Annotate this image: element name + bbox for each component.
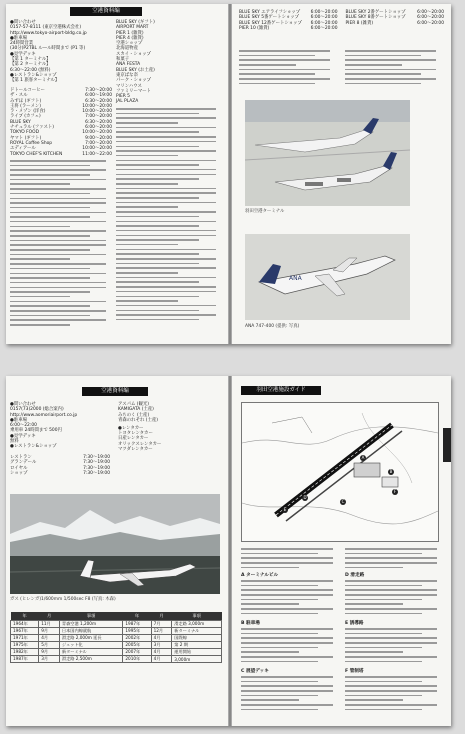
- shop-hours: 7:30〜19:00: [83, 460, 110, 466]
- guide-item: [241, 572, 337, 618]
- shop-hours: 6:30〜20:00: [85, 98, 112, 104]
- history-cell: 1987年: [11, 656, 39, 663]
- info-title: ●問い合わせ: [10, 20, 36, 25]
- bottom-middle-list: [118, 402, 222, 423]
- top-middle-text-block: [116, 108, 220, 324]
- rental-title: ●レンタカー: [118, 426, 144, 431]
- history-header-cell: 月: [151, 612, 172, 621]
- history-header-cell: 事項: [172, 612, 222, 621]
- info-line: 0157(73)2000 (総合案内): [10, 407, 64, 413]
- bottom-photo-caption: ガス (ヒレンガ)1/600mm 1/500sec F8 (写真: 木森): [10, 597, 116, 602]
- history-row: [11, 635, 222, 642]
- map-marker-b: B: [389, 469, 393, 474]
- history-body: [11, 621, 222, 663]
- right-list-name: BLUE SKY 2番ゲートショップ: [345, 10, 406, 15]
- history-cell: 11月: [39, 621, 60, 628]
- map-marker-d: D: [303, 495, 307, 500]
- history-row: [11, 621, 222, 628]
- top-left-banner: 空港資料編: [70, 7, 142, 16]
- guide-item-text: [241, 676, 337, 710]
- guide-item-title: B 駐車場: [241, 621, 260, 626]
- shop-name: ナチュラル (ファスト): [10, 125, 54, 131]
- top-book-spread: [6, 4, 451, 344]
- right-list-hours: 6:00〜20:00: [310, 10, 338, 15]
- shop-hours: 10:00〜20:00: [82, 109, 112, 115]
- shop-hours: 7:00〜20:00: [85, 140, 112, 146]
- deck-line: 【第 1 ターミナル】: [10, 57, 51, 63]
- history-cell: 日本国内線就航: [59, 628, 123, 635]
- top-right-list: [239, 10, 444, 31]
- top-left-text-block: [10, 160, 110, 329]
- map-marker-f: F: [393, 489, 397, 494]
- shop-name: ライブ (カフェ): [10, 114, 41, 120]
- shops-title: ●レストラン&ショップ: [10, 444, 57, 450]
- rental-item: マツダレンタカー: [118, 446, 153, 452]
- history-cell: 2002年: [123, 635, 151, 642]
- shop-name: レストラン: [10, 455, 32, 460]
- middle-list-item: マリンハウス: [116, 83, 142, 89]
- svg-text:ANA: ANA: [289, 275, 302, 282]
- history-header-cell: 年: [123, 612, 151, 621]
- middle-list-item: 和菓子: [116, 57, 130, 63]
- history-cell: 2007年: [123, 649, 151, 656]
- deck-line: 【第 2 ターミナル】: [10, 62, 51, 68]
- history-table: [10, 612, 222, 663]
- history-header-cell: 年: [11, 612, 39, 621]
- airport-tarmac-photo: [245, 100, 410, 206]
- history-cell: 4月: [39, 635, 60, 642]
- middle-list-item: ファミリーマート: [116, 88, 152, 94]
- shop-name: TOKYO FOOD: [10, 130, 39, 136]
- rental-item: オリックスレンタカー: [118, 441, 162, 447]
- bottom-right-banner: 羽田空港施設ガイド: [241, 386, 321, 395]
- shop-hours: 6:30〜20:00: [85, 119, 112, 125]
- guide-item: [345, 668, 441, 714]
- right-list-row: [239, 26, 338, 31]
- shop-hours: 9:00〜20:00: [85, 135, 112, 141]
- history-cell: 12月: [151, 628, 172, 635]
- history-cell: 4月: [151, 656, 172, 663]
- shops-title: ●レストラン&ショップ: [10, 72, 57, 78]
- history-cell: 1964年: [11, 621, 39, 628]
- top-right-text-b: [345, 50, 440, 88]
- right-list-name: BLUE SKY 5番ゲートショップ: [239, 15, 300, 21]
- middle-list-item: 空港ショップ: [116, 41, 143, 47]
- ana-747-photo: [245, 234, 410, 320]
- history-cell: 1975年: [11, 642, 39, 649]
- history-cell: 4月: [151, 649, 172, 656]
- middle-list-item: ANA FESTA: [116, 62, 141, 68]
- shop-hours: 10:00〜20:00: [82, 103, 112, 109]
- history-cell: 1971年: [11, 635, 39, 642]
- photo-caption-1: 羽田空港ターミナル: [245, 209, 285, 214]
- shop-hours: 6:00〜19:00: [85, 93, 112, 99]
- shop-name: ロイヤル: [10, 465, 28, 471]
- history-cell: 3月: [39, 656, 60, 663]
- right-list-hours: 6:00〜20:00: [310, 25, 338, 31]
- middle-list-item: みちのく (土産): [118, 412, 150, 418]
- history-cell: 5月: [39, 642, 60, 649]
- shop-hours: 7:30〜19:00: [83, 470, 110, 476]
- parking-line: 24時間営業: [10, 41, 34, 47]
- info-title: ●問い合わせ: [10, 402, 36, 407]
- history-cell: 新ターミナル: [59, 649, 123, 656]
- history-cell: 2005年: [123, 642, 151, 649]
- middle-list-item: スカイ・ショップ: [116, 51, 151, 57]
- parking-line: (30分)P2TBL ル—ル時間まで (P1 等): [10, 46, 86, 52]
- shop-name: BLUE SKY: [10, 119, 31, 125]
- rental-item: 日産レンタカー: [118, 436, 149, 442]
- shop-hours: 10:00〜20:00: [82, 146, 112, 152]
- right-list-name: BLUE SKY エアライフショップ: [239, 10, 301, 15]
- bottom-book-spread: [6, 376, 451, 726]
- right-list-row: [346, 21, 445, 26]
- history-header-row: [11, 612, 222, 621]
- history-cell: 滑走路 2,000m 延長: [59, 635, 123, 642]
- guide-item-title: D 滑走路: [345, 573, 365, 578]
- history-cell: 1982年: [11, 649, 39, 656]
- history-cell: 7月: [151, 621, 172, 628]
- bottom-right-page: [233, 376, 451, 726]
- history-cell: 運用開始: [172, 649, 222, 656]
- guide-item: [345, 620, 441, 666]
- guide-item-text: [345, 676, 441, 710]
- middle-list-item: AIRPORT MART: [116, 25, 149, 31]
- info-line: http://www.tokyo-airport-bldg.co.jp: [10, 30, 87, 36]
- middle-list-item: 青森のれそれ (土産): [118, 417, 158, 423]
- history-cell: ジェット化: [59, 642, 123, 649]
- guide-item-title: E 誘導路: [345, 621, 364, 626]
- history-row: [11, 628, 222, 635]
- guide-item-title: A ターミナルビル: [241, 573, 279, 578]
- guide-item-title: F 管制塔: [345, 669, 364, 674]
- history-cell: 1987年: [123, 621, 151, 628]
- right-list-name: BLUE SKY 8番ゲートショップ: [345, 15, 406, 21]
- right-list-hours: 6:00〜20:00: [417, 15, 444, 21]
- right-list-hours: 6:00〜20:00: [417, 20, 444, 26]
- history-cell: 4月: [151, 635, 172, 642]
- bottom-left-page: [6, 376, 224, 726]
- middle-list-item: PIER 1 (雑貨): [116, 30, 144, 36]
- right-list-name: PIER 8 (雑貨): [345, 20, 374, 26]
- top-left-info-column: [10, 20, 87, 84]
- history-cell: 2010年: [123, 656, 151, 663]
- history-cell: 3月: [151, 642, 172, 649]
- middle-list-item: BLUE SKY (ギフト): [116, 20, 155, 25]
- middle-list-item: BLUE SKY (お土産): [116, 67, 155, 73]
- guide-item: [241, 668, 337, 714]
- shop-name: TOKYO CHEF'S KITCHEN: [10, 151, 63, 157]
- right-list-name: PIER 10 (雑貨): [239, 25, 270, 31]
- right-list-hours: 6:00〜20:00: [310, 15, 338, 21]
- shop-hours: 7:30〜20:00: [85, 88, 112, 93]
- history-header-cell: 月: [39, 612, 60, 621]
- section-index-tab: [443, 428, 451, 462]
- shop-row: [10, 152, 112, 157]
- guide-item: [241, 620, 337, 666]
- guide-item: [345, 572, 441, 618]
- history-cell: 3,000m: [172, 656, 222, 663]
- bottom-rental-list: [118, 431, 222, 452]
- guide-item-text: [241, 628, 337, 662]
- history-row: [11, 649, 222, 656]
- shop-name: エディアール: [10, 146, 36, 152]
- shop-hours: 7:30〜19:00: [83, 465, 110, 471]
- middle-list-item: KAMIGATA (土産): [118, 407, 154, 413]
- bottom-left-banner: 空港資料編: [82, 387, 148, 396]
- shop-hours: 6:00〜20:00: [85, 125, 112, 131]
- shops-subtitle: 【第 1 旅客ターミナル】: [10, 78, 60, 84]
- top-right-page: [233, 4, 451, 344]
- shop-hours: 10:00〜20:00: [82, 130, 112, 136]
- deck-line: 6:30〜22:00 (無料): [10, 67, 51, 73]
- mountain-aircraft-photo: [10, 494, 220, 594]
- history-row: [11, 656, 222, 663]
- middle-list-item: パーク・ショップ: [116, 78, 152, 84]
- middle-list-item: 北海道物産: [116, 46, 138, 52]
- shop-hours: 7:30〜19:00: [83, 455, 110, 460]
- map-marker-a: A: [361, 455, 365, 460]
- top-middle-list: [116, 20, 220, 105]
- guide-item-text: [241, 580, 337, 614]
- rental-item: トヨタレンタカー: [118, 431, 153, 436]
- deck-title: ●見学デッキ: [10, 433, 36, 439]
- map-marker-e: E: [283, 507, 287, 512]
- deck-line: 無料: [10, 439, 19, 445]
- parking-line: 乗用車 24時間まで 500円: [10, 428, 62, 434]
- top-gutter: [228, 4, 232, 344]
- history-cell: 1995年: [123, 628, 151, 635]
- info-line: 0157-57-8111 (東京空港株式会社): [10, 25, 82, 31]
- bottom-shop-list: [10, 455, 110, 476]
- shop-name: ヤマト (ギフト): [10, 135, 42, 141]
- guide-intro-left: [241, 548, 337, 571]
- top-right-text-a: [239, 50, 334, 88]
- shop-name: ROYAL Coffee Shop: [10, 140, 53, 146]
- history-cell: 9月: [39, 649, 60, 656]
- parking-title: ●駐車場: [10, 35, 28, 41]
- map-marker-c: C: [341, 499, 345, 504]
- guide-item-text: [345, 580, 441, 614]
- shop-name: みずほ (ギフト): [10, 98, 42, 104]
- parking-line: 6:00〜22:00: [10, 423, 37, 429]
- photo-caption-2: ANA 747-400 (提供: 写真): [245, 324, 300, 329]
- shop-row: [10, 471, 110, 476]
- history-cell: 滑走路 3,000m: [172, 621, 222, 628]
- history-cell: 青森空港 1,200m: [59, 621, 123, 628]
- bottom-left-info-column: [10, 402, 110, 450]
- history-cell: 国際線: [172, 635, 222, 642]
- shop-name: ショップ: [10, 470, 28, 476]
- guide-items: [241, 572, 441, 722]
- deck-title: ●見学デッキ: [10, 51, 36, 57]
- bottom-gutter: [228, 376, 232, 726]
- middle-list-item: PIER 5: [116, 94, 130, 100]
- right-list-hours: 6:00〜20:00: [417, 10, 444, 15]
- right-list-name: BLUE SKY 12番ゲートショップ: [239, 20, 302, 26]
- history-cell: 新ターミナル: [172, 628, 222, 635]
- history-cell: 滑走路 2,500m: [59, 656, 123, 663]
- middle-list-item: アスパム (観光): [118, 402, 149, 407]
- history-row: [11, 642, 222, 649]
- top-left-page: [6, 4, 224, 344]
- info-line: http://www.aomoriairport.co.jp: [10, 412, 78, 418]
- history-cell: 9月: [39, 628, 60, 635]
- top-shop-list: [10, 88, 112, 157]
- shop-name: ザ・スル: [10, 93, 28, 99]
- shop-name: グランデール: [10, 460, 37, 466]
- guide-item-text: [345, 628, 441, 662]
- guide-item-title: C 展望デッキ: [241, 669, 269, 674]
- middle-list-item: JAL PLAZA: [116, 99, 139, 105]
- shop-hours: 7:00〜20:00: [85, 114, 112, 120]
- history-cell: 1967年: [11, 628, 39, 635]
- shop-name: 王将 (ラーメン): [10, 103, 41, 109]
- history-cell: 第 2 期: [172, 642, 222, 649]
- shop-hours: 11:00〜22:00: [82, 151, 112, 157]
- parking-title: ●駐車場: [10, 417, 28, 423]
- right-list-hours: 6:00〜20:00: [310, 20, 338, 26]
- airport-map: [241, 402, 439, 542]
- shop-name: ドトールコーヒー: [10, 88, 45, 93]
- shop-name: ラ・メゾン (洋食): [10, 109, 46, 115]
- history-header-cell: 事項: [59, 612, 123, 621]
- middle-list-item: PIER 4 (雑貨): [116, 35, 144, 41]
- middle-list-item: 東京ばな奈: [116, 72, 138, 78]
- guide-intro-right: [345, 548, 441, 571]
